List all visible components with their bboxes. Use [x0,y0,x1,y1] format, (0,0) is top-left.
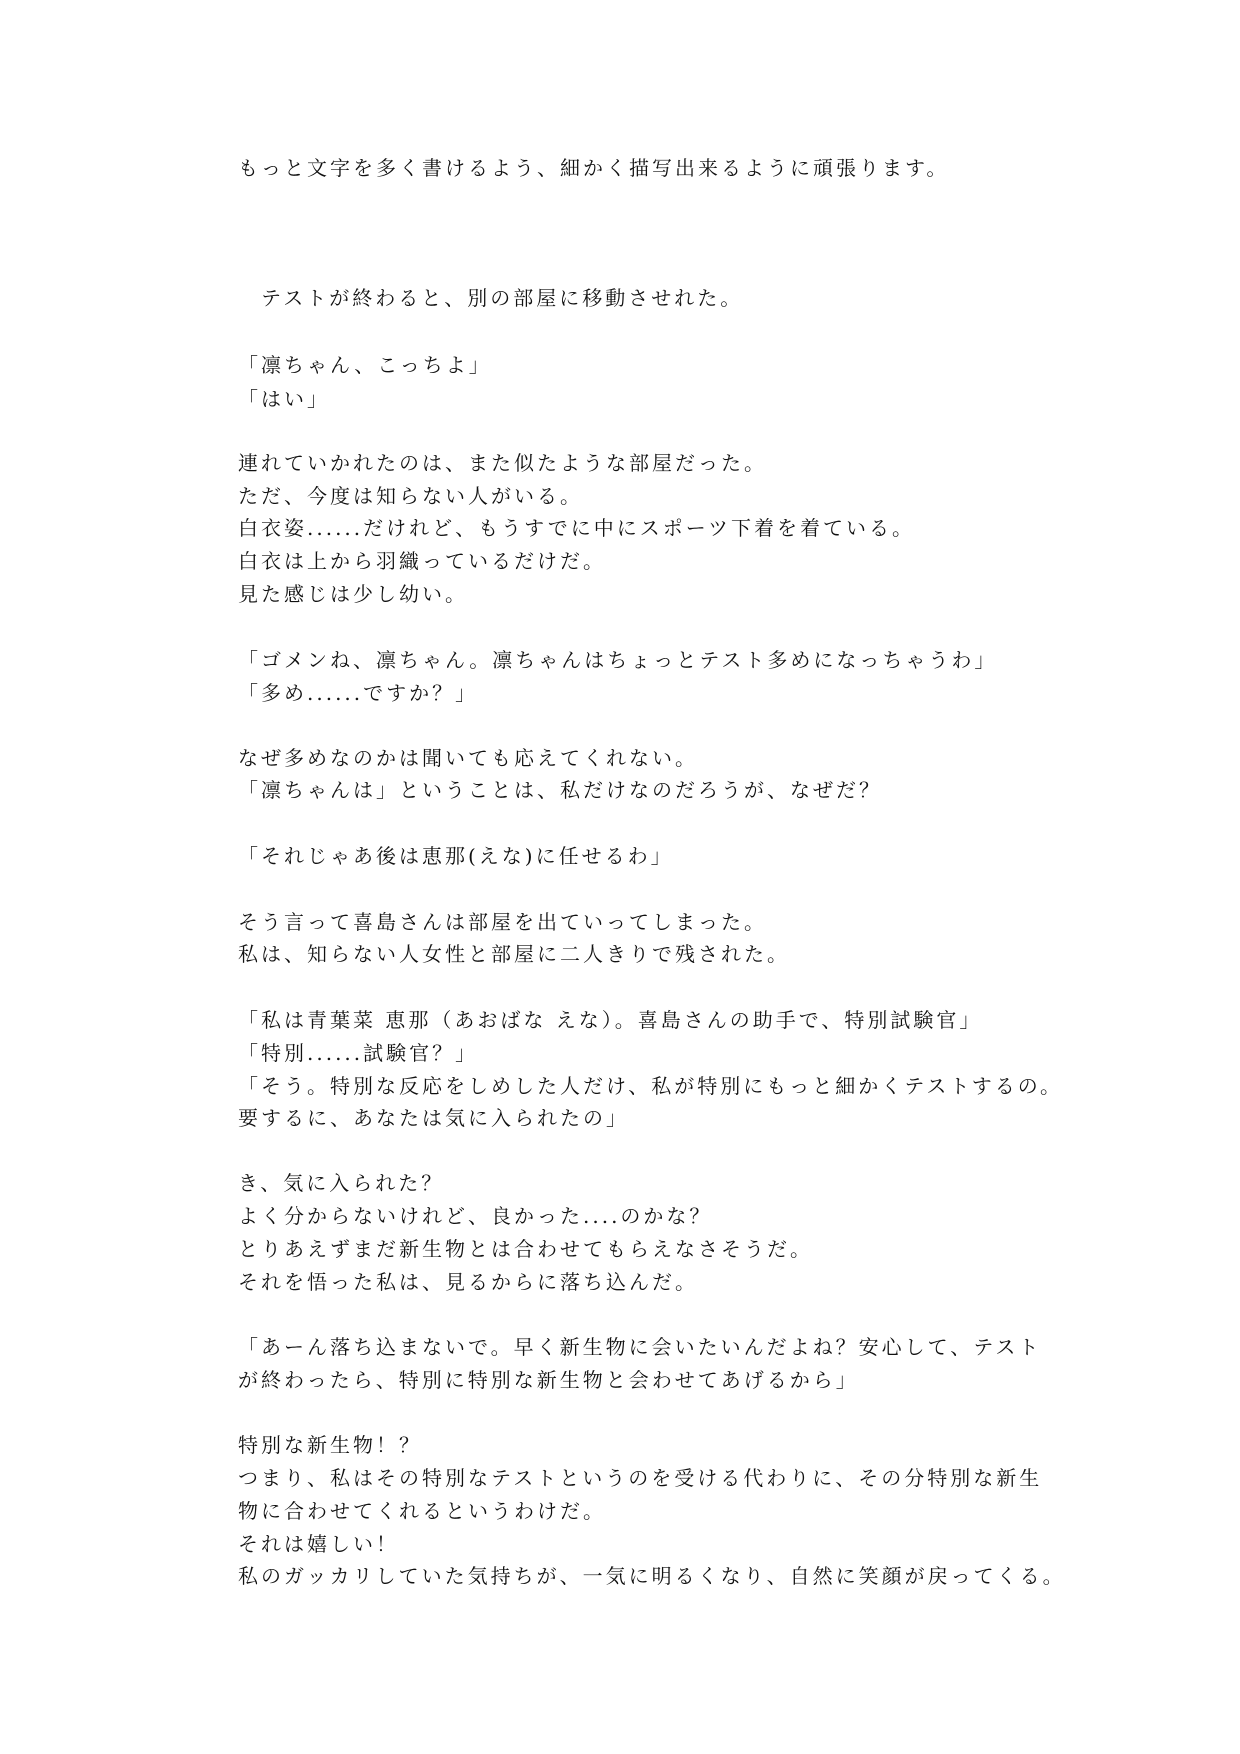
text-line: 「ゴメンね、凛ちゃん。凛ちゃんはちょっとテスト多めになっちゃうわ」 [238,648,998,672]
text-line: 「多め......ですか？」 [238,681,479,705]
text-line: 白衣は上から羽織っているだけだ。 [238,549,606,573]
text-line: 「凛ちゃんは」ということは、私だけなのだろうが、なぜだ？ [238,778,882,802]
text-line: 白衣姿......だけれど、もうすでに中にスポーツ下着を着ている。 [238,516,915,540]
text-line: テストが終わると、別の部屋に移動させれた。 [238,286,744,310]
text-line: とりあえずまだ新生物とは合わせてもらえなさそうだ。 [238,1237,813,1261]
text-line: なぜ多めなのかは聞いても応えてくれない。 [238,746,698,770]
text-line: 見た感じは少し幼い。 [238,582,468,606]
text-line: それは嬉しい！ [238,1532,399,1556]
text-line: 私のガッカリしていた気持ちが、一気に明るくなり、自然に笑顔が戻ってくる。 [238,1564,1066,1588]
text-line: き、気に入られた？ [238,1171,445,1195]
text-line: が終わったら、特別に特別な新生物と会わせてあげるから」 [238,1368,859,1392]
text-line: よく分からないけれど、良かった....のかな？ [238,1204,713,1228]
text-line: 物に合わせてくれるというわけだ。 [238,1499,606,1523]
text-line: 「凛ちゃん、こっちよ」 [238,353,492,377]
text-line: それを悟った私は、見るからに落ち込んだ。 [238,1270,698,1294]
text-line: 私は、知らない人女性と部屋に二人きりで残された。 [238,942,790,966]
text-line: 「私は青葉菜 恵那（あおばな えな）。喜島さんの助手で、特別試験官」 [238,1008,983,1032]
text-line: 連れていかれたのは、また似たような部屋だった。 [238,451,767,475]
text-line: 「それじゃあ後は恵那(えな)に任せるわ」 [238,844,674,868]
text-line: そう言って喜島さんは部屋を出ていってしまった。 [238,910,767,934]
text-line: つまり、私はその特別なテストというのを受ける代わりに、その分特別な新生 [238,1466,1043,1490]
text-line: 「はい」 [238,387,330,411]
text-line: 特別な新生物！？ [238,1433,422,1457]
text-line: 要するに、あなたは気に入られたの」 [238,1106,629,1130]
text-line: ただ、今度は知らない人がいる。 [238,484,583,508]
text-line: 「あーん落ち込まないで。早く新生物に会いたいんだよね？安心して、テスト [238,1335,1042,1359]
text-line: 「特別......試験官？」 [238,1041,479,1065]
text-line: もっと文字を多く書けるよう、細かく描写出来るように頑張ります。 [238,156,950,180]
text-line: 「そう。特別な反応をしめした人だけ、私が特別にもっと細かくテストするの。 [238,1074,1063,1098]
